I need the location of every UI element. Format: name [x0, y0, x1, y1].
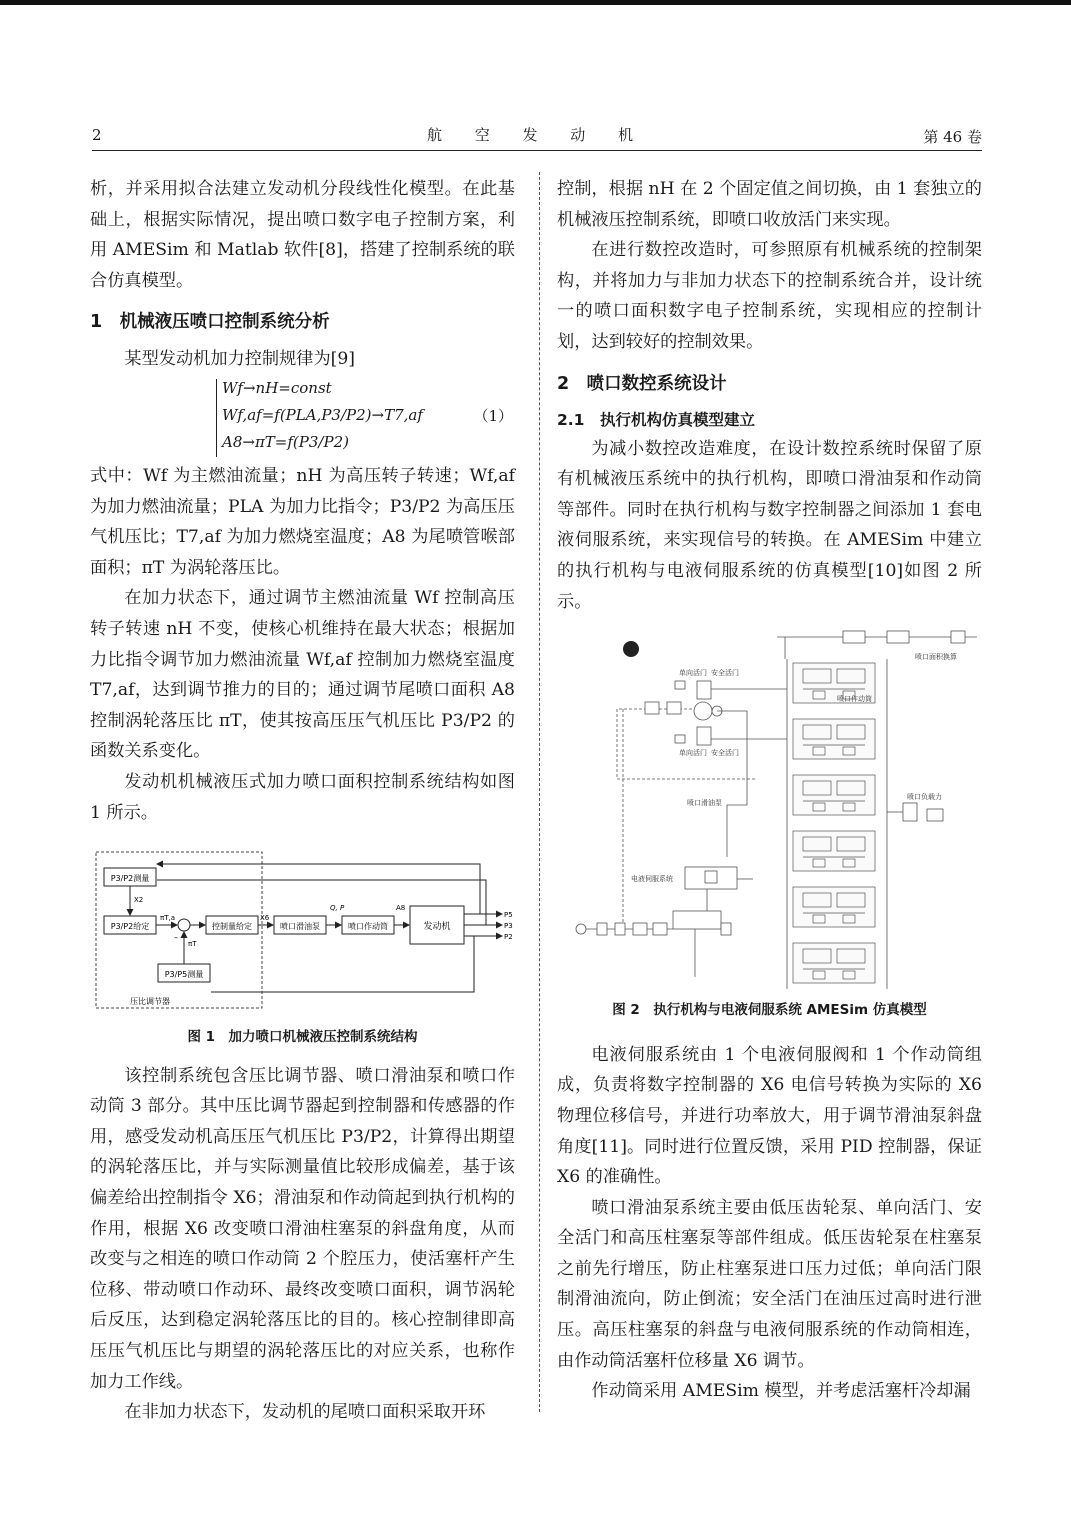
page-number: 2: [92, 126, 102, 144]
fig1-label-control-setpoint: 控制量给定: [212, 922, 252, 932]
header-rule: [92, 150, 982, 151]
fig1-signal-pit: πT: [188, 940, 197, 949]
fig2-label-check-valve-2: 单向活门: [679, 749, 707, 758]
left-column: [90, 174, 515, 1428]
fig2-label-nozzle-cylinder: 喷口作动筒: [837, 695, 872, 704]
paragraph-continuation: 控制，根据 nH 在 2 个固定值之间切换，由 1 套独立的机械液压控制系统，即喷口收放活门来实现。: [557, 179, 982, 230]
fig2-label-nozzle-load: 喷口负载力: [907, 793, 942, 802]
paragraph-retrofit: 在进行数控改造时，可参照原有机械系统的控制架构，并将加力与非加力状态下的控制系统合并，设计统一的喷口面积数字电子控制系统，实现相应的控制计划，达到较好的控制效果。: [557, 240, 982, 352]
paragraph-pump: 喷口滑油泵系统主要由低压齿轮泵、单向活门、安全活门和高压柱塞泵等部件组成。低压齿轮泵在柱塞泵之前先行增压，防止柱塞泵进口压力过低；单向活门限制滑油流向，防止倒流；安全活门在油压过高时进行泄压。高压柱塞泵的斜盘与电液伺服系统的作动筒相连，由作动筒活塞杆位移量 X6 调节。: [557, 1197, 982, 1371]
running-header: [92, 122, 982, 148]
section-2-1-heading: 2.1 执行机构仿真模型建立: [557, 410, 755, 429]
equation-line-2: Wf,af=f(PLA,P3/P2)→T7,af: [222, 405, 423, 424]
journal-title: 航 空 发 动 机: [426, 126, 648, 144]
figure-1-caption: 图 1 加力喷口机械液压控制系统结构: [187, 1029, 418, 1046]
paragraph-intro: 析，并采用拟合法建立发动机分段线性化模型。在此基础上，根据实际情况，提出喷口数字电子控制方案，利用 AMESim 和 Matlab 软件[8]，搭建了控制系统的联合仿真模型。: [90, 179, 515, 291]
fig1-signal-p3: P3: [504, 922, 513, 931]
fig1-signal-p2: P2: [504, 933, 513, 942]
fig1-label-regulator: 压比调节器: [130, 997, 170, 1007]
fig1-signal-a8: A8: [396, 904, 406, 913]
fig1-label-cylinder: 喷口作动筒: [348, 922, 388, 932]
equation-1: [90, 375, 515, 461]
fig1-signal-qp: Q, P: [330, 904, 345, 913]
equation-line-1: Wf→nH=const: [222, 378, 332, 397]
column-divider: [539, 172, 540, 1412]
figure-2-model: [557, 629, 982, 991]
fig1-signal-p5: P5: [504, 911, 513, 920]
fig1-signal-x6: X6: [260, 914, 270, 923]
paragraph-afterburn: 在加力状态下，通过调节主燃油流量 Wf 控制高压转子转速 nH 不变，使核心机维持在最大状态；根据加力比指令调节加力燃油流量 Wf,af 控制加力燃烧室温度 T7,af，达到调节推力的目的；通过调节尾喷口面积 A8 控制涡轮落压比 πT，使其按高压压气机压比 P3/P2 的函数关系变化。: [90, 588, 515, 762]
top-border: [0, 0, 1071, 5]
fig2-label-area-conversion: 喷口面积换算: [915, 653, 957, 662]
paragraph-components: 该控制系统包含压比调节器、喷口滑油泵和喷口作动筒 3 部分。其中压比调节器起到控制器和传感器的作用，感受发动机高压压气机压比 P3/P2，计算得出期望的涡轮落压比，并与实际测量值比较形成偏差，基于该偏差给出控制指令 X6；滑油泵和作动筒起到执行机构的作用，根据 X6 改变喷口滑油柱塞泵的斜盘角度，从而改变与之相连的喷口作动筒 2 个腔压力，使活塞杆产生位移、带动喷口作动环、最终改变喷口面积，调节涡轮后反压，达到稳定涡轮落压比的目的。核心控制律即高压压气机压比与期望的涡轮落压比的对应关系，也称作加力工作线。: [90, 1065, 515, 1392]
equation-number: （1）: [473, 406, 513, 425]
right-column: [557, 174, 982, 1407]
fig2-label-safety-valve-2: 安全活门: [711, 749, 739, 758]
paragraph-law-intro: 某型发动机加力控制规律为[9]: [124, 349, 355, 370]
paragraph-symbols: 式中：Wf 为主燃油流量；nH 为高压转子转速；Wf,af 为加力燃油流量；PLA 为加力比指令；P3/P2 为高压压气机压比；T7,af 为加力燃烧室温度；A8 为尾喷管喉部面积；πT 为涡轮落压比。: [90, 465, 515, 578]
equation-brace: [216, 379, 217, 457]
fig2-label-check-valve-1: 单向活门: [679, 669, 707, 678]
equation-line-3: A8→πT=f(P3/P2): [222, 432, 349, 451]
volume-label: 第 46 卷: [923, 128, 982, 146]
paragraph-structure: 发动机机械液压式加力喷口面积控制系统结构如图 1 所示。: [90, 771, 515, 823]
fig1-label-p3p5-measure: P3/P5测量: [164, 970, 204, 980]
fig1-signal-x2: X2: [134, 896, 144, 905]
fig1-signal-pita: πT,a: [160, 914, 176, 923]
paragraph-cylinder: 作动筒采用 AMESim 模型，并考虑活塞杆冷却漏: [591, 1381, 971, 1402]
fig1-label-engine: 发动机: [423, 922, 451, 933]
fig1-label-oil-pump: 喷口滑油泵: [280, 922, 320, 932]
fig1-signal-minus: –: [174, 933, 178, 943]
figure-1-diagram: [90, 844, 515, 1016]
fig2-label-safety-valve-1: 安全活门: [711, 669, 739, 678]
section-1-heading: 1 机械液压喷口控制系统分析: [90, 312, 330, 333]
fig1-label-p3p2-measure: P3/P2测量: [110, 874, 150, 884]
paragraph-nonafterburn: 在非加力状态下，发动机的尾喷口面积采取开环: [124, 1402, 486, 1423]
section-2-heading: 2 喷口数控系统设计: [557, 373, 727, 394]
fig1-label-p3p2-setpoint: P3/P2给定: [110, 922, 150, 932]
fig2-label-servo-system: 电液伺服系统: [631, 875, 673, 884]
fig2-label-oil-pump: 喷口滑油泵: [687, 799, 722, 808]
figure-2-caption: 图 2 执行机构与电液伺服系统 AMESim 仿真模型: [612, 1002, 927, 1019]
paragraph-actuator: 为减小数控改造难度，在设计数控系统时保留了原有机械液压系统中的执行机构，即喷口滑油泵和作动筒等部件。同时在执行机构与数字控制器之间添加 1 套电液伺服系统，来实现信号的转换。在 AMESim 中建立的执行机构与电液伺服系统的仿真模型[10]如图 2 所示。: [557, 438, 982, 612]
paragraph-servo: 电液伺服系统由 1 个电液伺服阀和 1 个作动筒组成，负责将数字控制器的 X6 电信号转换为实际的 X6 物理位移信号，并进行功率放大，用于调节滑油泵斜盘角度[11]。同时进行位置反馈，采用 PID 控制器，保证 X6 的准确性。: [557, 1044, 982, 1188]
